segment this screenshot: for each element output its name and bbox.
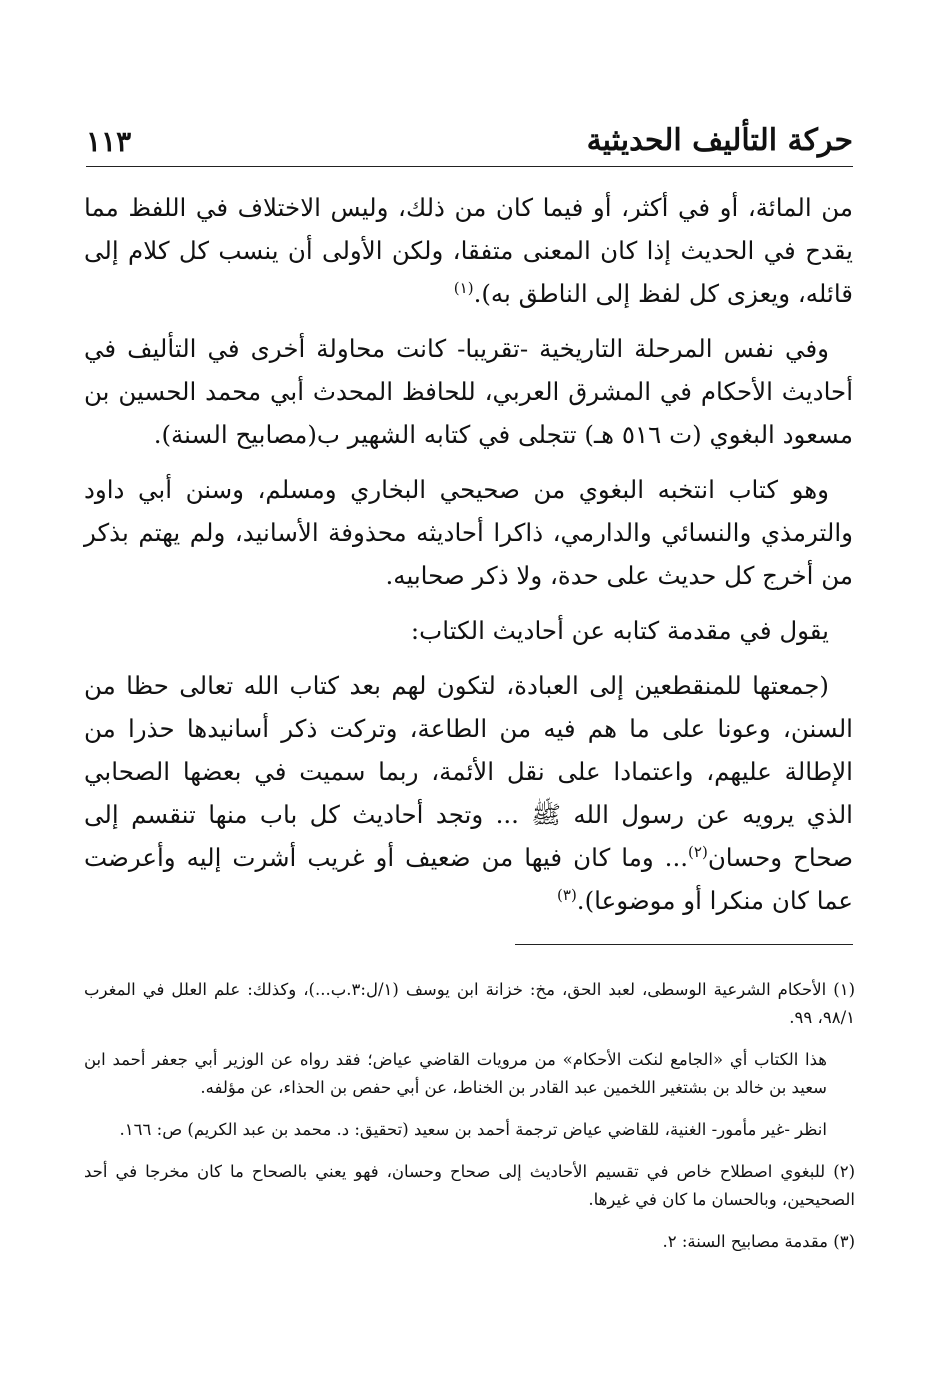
header-rule <box>86 166 853 167</box>
footnote-3: (٣) مقدمة مصابيح السنة: ٢. <box>662 1232 855 1251</box>
footnote-ref-3: (٣) <box>557 885 577 904</box>
footnote-2: (٢) للبغوي اصطلاح خاص في تقسيم الأحاديث إلى صحاح وحسان، فهو يعني بالصحاح ما كان مخرجا في أحد الصحيحين، وبالحسان ما كان في غيرها. <box>84 1162 855 1209</box>
running-title: حركة التأليف الحديثية <box>586 123 853 158</box>
page-number: ١١٣ <box>86 125 132 158</box>
footnote-ref-2: (٢) <box>688 842 708 861</box>
paragraph-1 <box>84 186 853 315</box>
paragraph-2: وفي نفس المرحلة التاريخية -تقريبا- كانت محاولة أخرى في التأليف في أحاديث الأحكام في المشرق العربي، للحافظ المحدث أبي محمد الحسين بن مسعود البغوي (ت ٥١٦ هـ) تتجلى في كتابه الشهير ب(مصابيح السنة). <box>84 334 853 449</box>
quotation-text-part-1: (جمعتها للمنقطعين إلى العبادة، لتكون لهم بعد كتاب الله تعالى حظا من السنن، وعونا على ما هم فيه من الطاعة، وتركت ذكر أسانيدها حذرا من الإطالة عليهم، واعتمادا على نقل الأئمة، ربما سميت في بعضها الصحابي الذي يرويه عن رسول الله ﷺ ... وتجد أحاديث كل باب منها تنقسم إلى صحاح وحسان <box>84 671 853 872</box>
footnote-ref-1: (١) <box>453 278 474 297</box>
footnote-1-continuation: هذا الكتاب أي «الجامع لنكت الأحكام» من مرويات القاضي عياض؛ فقد رواه عن الوزير أبي جعفر أحمد ابن سعيد بن خالد بن بشتغير اللخمين عبد القادر بن الخناط، عن أبي حفص بن الحذاء، عن مؤلفه. <box>84 1050 827 1097</box>
footnote-1: (١) الأحكام الشرعية الوسطى، لعبد الحق، مخ: خزانة ابن يوسف (١/ل:٣.ب...)، وكذلك: علم العلل في المغرب ٩٨/١، ٩٩. <box>84 980 855 1027</box>
paragraph-1-text: من المائة، أو في أكثر، أو فيما كان من ذلك، وليس الاختلاف في اللفظ مما يقدح في الحديث إذا كان المعنى متفقا، ولكن الأولى أن ينسب كل كلام إلى قائله، ويعزى كل لفظ إلى الناطق به). <box>84 193 853 308</box>
footnote-separator <box>515 944 853 945</box>
quotation-paragraph <box>84 664 853 922</box>
page-header <box>86 108 853 158</box>
paragraph-3: وهو كتاب انتخبه البغوي من صحيحي البخاري ومسلم، وسنن أبي داود والترمذي والنسائي والدارمي، ذاكرا أحاديثه محذوفة الأسانيد، ولم يهتم بذكر من أخرج كل حديث على حدة، ولا ذكر صحابيه. <box>84 475 853 590</box>
paragraph-4: يقول في مقدمة كتابه عن أحاديث الكتاب: <box>410 616 829 645</box>
footnotes <box>84 976 855 1270</box>
footnote-1-reference: انظر -غير مأمور- الغنية، للقاضي عياض ترجمة أحمد بن سعيد (تحقيق: د. محمد بن عبد الكريم) ص: ١٦٦. <box>119 1120 827 1139</box>
main-text <box>84 186 853 934</box>
quotation-text-part-2: ... وما كان فيها من ضعيف أو غريب أشرت إليه وأعرضت عما كان منكرا أو موضوعا). <box>84 843 853 915</box>
